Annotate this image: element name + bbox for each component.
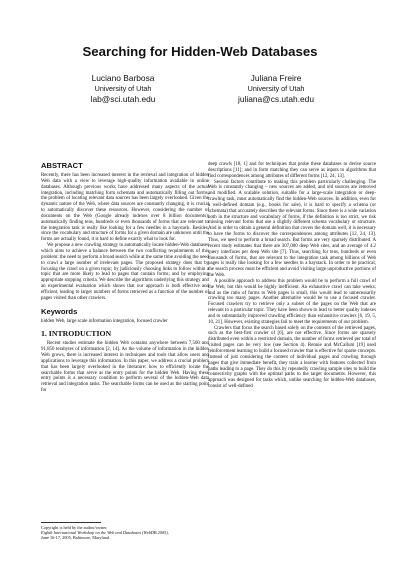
abstract-paragraph: Recently, there has been increased interest in the retrieval and integration of hidden Web data with a view to leverage high-quality information available in online databases. Although previous works have addressed many aspects of the actual integration, including matching form schemata and automatically filling out forms, the problem of locating relevant data sources has been largely overlooked. Given the dynamic nature of the Web, where data sources are constantly changing, it is crucial to automatically discover these resources. However, considering the number of documents on the Web (Google already indexes over 8 billion documents), automatically finding tens, hundreds or even thousands of forms that are relevant to the integration task is really like looking for a few needles in a haystack. Besides, since the vocabulary and structure of forms for a given domain are unknown until the forms are actually found, it is hard to define exactly what to look for.	[41, 173, 209, 243]
author-email: juliana@cs.utah.edu	[237, 94, 315, 104]
body-paragraph: A possible approach to address this problem would be to perform a full crawl of the Web, but this would be highly inefficient. An exhaustive crawl can take weeks; and as the ratio of forms to Web pages is small, this would lead to unnecessarily crawling too many pages. Another alternative would be to use a focused crawler. Focused crawlers try to retrieve only a subset of the pages on the Web that are relevant to a particular topic. They have been shown to lead to better quality indexes and to substantially improved crawling efficiency than exhaustive crawlers [6, 19, 5, 10, 21]. However, existing strategies fail to meet the requirements of our problem.	[208, 278, 376, 325]
left-column	[41, 161, 209, 394]
body-paragraph: Crawlers that focus the search based solely on the contents of the retrieved pages, such as the best-first crawler of [6], are not effective. Since forms are sparsely distributed even within a restricted domain, the number of forms retrieved per total of visited pages can be very low (see Section 4). Rennie and McCallum [19] used reinforcement learning to build a focused crawler that is effective for sparse concepts. Instead of just considering the content of individual pages and crawling through pages that give immediate benefit, they train a learner with features collected from paths leading to a page. They do this by repeatedly crawling sample sites to build the connectivity graphs with the optimal paths to the target documents. However, this approach was designed for tasks which, unlike searching for hidden-Web databases, consist of well-defined	[208, 325, 376, 390]
body-paragraph: Recent studies estimate the hidden Web contains anywhere between 7,500 and 91,850 terabytes of information [2, 14]. As the volume of information in the hidden Web grows, there is increased interest in techniques and tools that allow users and applications to leverage this information. In this paper, we address a crucial problem that has been largely overlooked in the literature: how to efficiently locate the searchable forms that serve as the entry points for the hidden Web. Having these entry points is a necessary condition to perform several of the hidden-Web data retrieval and integration tasks. The searchable forms can be used as the starting point for	[41, 341, 209, 394]
keywords-heading: Keywords	[41, 306, 78, 316]
copyright-text: Copyright is held by the author/owner.	[41, 525, 108, 530]
author-name: Juliana Freire	[250, 73, 302, 83]
author-affiliation: University of Utah	[94, 83, 152, 93]
right-column	[208, 162, 376, 390]
footnote-rule	[41, 522, 101, 523]
author-block	[48, 73, 198, 105]
keywords-text: hidden Web, large scale information integration, focused crawler	[41, 318, 168, 324]
introduction-heading: 1. INTRODUCTION	[41, 329, 112, 339]
body-paragraph: deep crawls [18, 1] and for techniques that probe these databases to derive source descriptions [11]; and in form matching they can serve as inputs to algorithms that find correspondences among attributes of different forms [12, 24, 13].	[208, 162, 376, 179]
body-paragraph: Several factors contribute to making this problem particularly challenging. The Web is constantly changing – new sources are added, and old sources are removed and modified. A scalable solution, suitable for a large-scale integration or deep-crawling task, must automatically find the hidden-Web sources. In addition, even for a well-defined domain (e.g., books for sale), it is hard to specify a schema (or schemata) that accurately describes the relevant forms. Since there is a wide variation both in the structure and vocabulary of forms, if the definition is too strict, we risk missing relevant forms that use a slightly different schema vocabulary or structure. And in order to obtain a general definition that covers the domain well, it is necessary to have the forms to discover the correspondences among attributes [12, 24, 13]. Thus, we need to perform a broad search. But forms are very sparsely distributed. A recent study estimates that there are 307,000 deep Web sites, and an average of 4.2 query interfaces per deep Web site [7]. Thus, searching for tens, hundreds or even thousands of forms, that are relevant to the integration task among billions of Web pages is really like looking for a few needles in a haystack. In order to be practical, the search process must be efficient and avoid visiting large unproductive portions of the Web.	[208, 179, 376, 279]
author-name: Luciano Barbosa	[91, 73, 155, 83]
venue-text: Eighth International Workshop on the Web and Databases (WebDB 2005),	[41, 530, 169, 536]
venue-location: June 16-17, 2005, Baltimore, Maryland.	[41, 535, 110, 541]
paper-title: Searching for Hidden-Web Databases	[82, 44, 318, 59]
abstract-heading: ABSTRACT	[41, 161, 83, 170]
author-affiliation: University of Utah	[247, 83, 305, 93]
author-block	[201, 73, 351, 105]
author-email: lab@sci.utah.edu	[90, 94, 156, 104]
abstract-paragraph: We propose a new crawling strategy to automatically locate hidden-Web databases which aims to achieve a balance between the two conflicting requirements of this problem: the need to perform a broad search while at the same time avoiding the need to crawl a large number of irrelevant pages. The proposed strategy does that by focusing the crawl on a given topic; by judiciously choosing links to follow within a topic that are more likely to lead to pages that contain forms; and by employing appropriate stopping criteria. We describe the algorithms underlying this strategy and an experimental evaluation which shows that our approach is both effective and efficient, leading to larger numbers of forms retrieved as a function of the number of pages visited than other crawlers.	[41, 243, 209, 301]
copyright-footnote	[41, 522, 209, 541]
